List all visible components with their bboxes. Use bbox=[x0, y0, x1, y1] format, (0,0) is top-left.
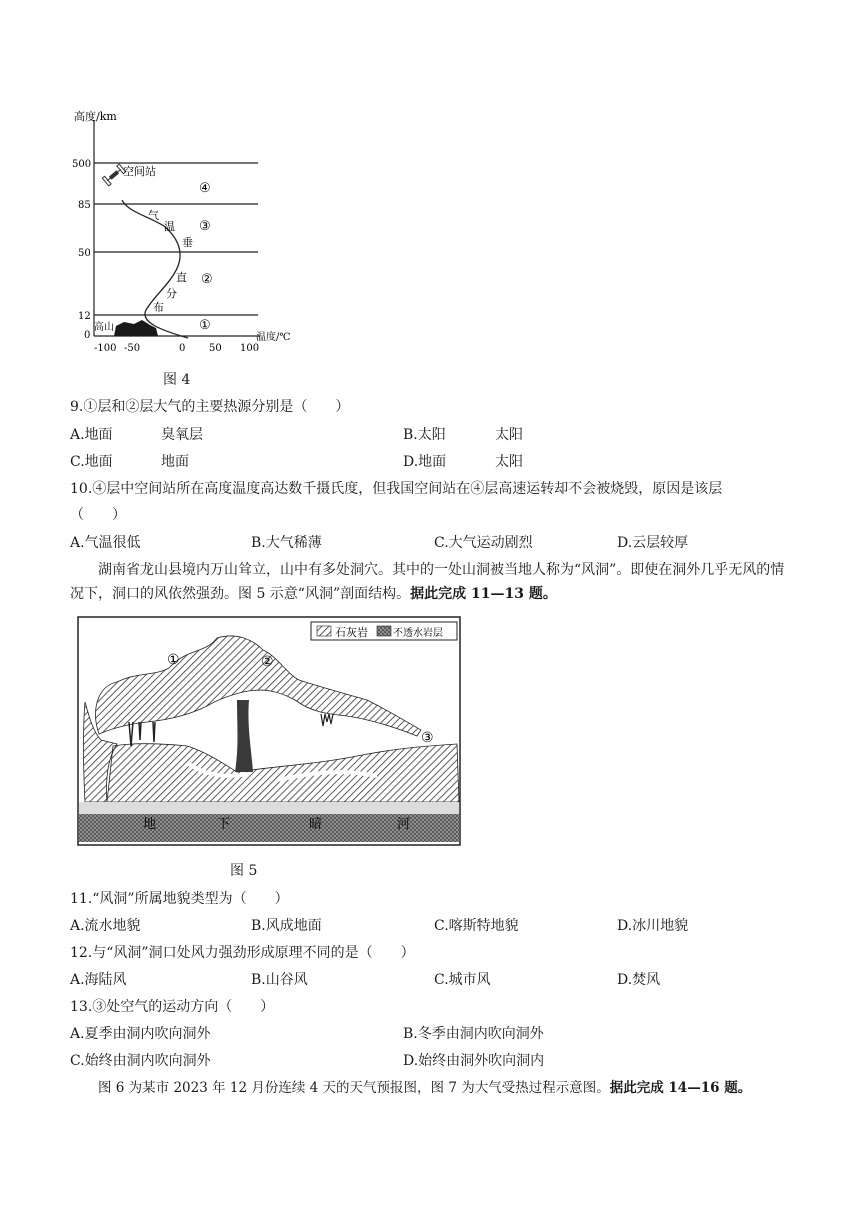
curve-label-char: 垂 bbox=[182, 236, 193, 249]
q12-option-d[interactable]: D.焚风 bbox=[617, 972, 661, 988]
x-tick: 50 bbox=[209, 343, 222, 354]
q11-option-a[interactable]: A.流水地貌 bbox=[70, 918, 141, 934]
legend-swatch-limestone bbox=[317, 626, 331, 636]
curve-label-char: 布 bbox=[153, 301, 164, 314]
option-value: 太阳 bbox=[495, 427, 523, 443]
x-tick: 0 bbox=[179, 343, 186, 354]
intro-paragraph-1 bbox=[70, 558, 790, 606]
intro-1-text: 湖南省龙山县境内万山耸立，山中有多处洞穴。其中的一处山洞被当地人称为“风洞”。即使在洞外几乎无风的情况下，洞口的风依然强劲。图 5 示意“风洞”剖面结构。 bbox=[70, 562, 785, 602]
figure-5-caption: 图 5 bbox=[230, 863, 258, 879]
question-13-stem: 13.③处空气的运动方向（ ） bbox=[70, 999, 275, 1015]
intro-2-text: 图 6 为某市 2023 年 12 月份连续 4 天的天气预报图，图 7 为大气受热过程示意图。 bbox=[98, 1080, 610, 1096]
x-tick: -50 bbox=[124, 343, 141, 354]
layer-1-marker: ① bbox=[199, 318, 211, 333]
curve-label-char: 气 bbox=[148, 209, 159, 222]
layer-3-marker: ③ bbox=[199, 219, 211, 234]
layer-4-marker: ④ bbox=[199, 181, 211, 196]
legend-swatch-impermeable bbox=[377, 626, 391, 636]
q10-option-d[interactable]: D.云层较厚 bbox=[617, 535, 689, 551]
y-tick-85: 85 bbox=[78, 200, 91, 211]
mountain-shape bbox=[114, 320, 158, 336]
question-12-stem: 12.与“风洞”洞口处风力强劲形成原理不同的是（ ） bbox=[70, 945, 415, 961]
layer-2-marker: ② bbox=[201, 272, 213, 287]
q9-option-d[interactable] bbox=[403, 451, 523, 471]
figure-5-cave-profile bbox=[77, 616, 461, 846]
q12-option-b[interactable]: B.山谷风 bbox=[251, 972, 308, 988]
question-10-stem-cont: （ ） bbox=[70, 507, 126, 523]
intro-paragraph-2 bbox=[70, 1076, 790, 1100]
option-value: 太阳 bbox=[495, 454, 523, 470]
q9-option-a[interactable] bbox=[70, 424, 203, 444]
y-tick-0: 0 bbox=[84, 330, 91, 341]
intro-1-bold: 据此完成 11—13 题。 bbox=[410, 586, 557, 602]
option-letter: B.太阳 bbox=[403, 427, 446, 443]
river-label-char: 河 bbox=[397, 817, 411, 832]
q10-option-c[interactable]: C.大气运动剧烈 bbox=[434, 535, 533, 551]
marker-3: ③ bbox=[421, 730, 434, 746]
option-value: 地面 bbox=[161, 454, 189, 470]
option-letter: C.地面 bbox=[70, 454, 113, 470]
q12-option-c[interactable]: C.城市风 bbox=[434, 972, 491, 988]
legend-impermeable-label: 不透水岩层 bbox=[393, 628, 443, 639]
y-tick-500: 500 bbox=[72, 159, 92, 170]
y-tick-50: 50 bbox=[78, 248, 91, 259]
q11-option-d[interactable]: D.冰川地貌 bbox=[617, 918, 689, 934]
x-tick: 100 bbox=[240, 343, 260, 354]
space-station-label: 空间站 bbox=[123, 165, 156, 178]
question-9-stem: 9.①层和②层大气的主要热源分别是（ ） bbox=[70, 399, 350, 415]
q13-option-a[interactable]: A.夏季由洞内吹向洞外 bbox=[70, 1026, 211, 1042]
question-11-stem: 11.“风洞”所属地貌类型为（ ） bbox=[70, 891, 289, 907]
question-10-stem: 10.④层中空间站所在高度温度高达数千摄氏度，但我国空间站在④层高速运转却不会被烧毁，原因是该层 bbox=[70, 481, 723, 497]
option-value: 臭氧层 bbox=[161, 427, 203, 443]
q13-option-b[interactable]: B.冬季由洞内吹向洞外 bbox=[403, 1026, 544, 1042]
q11-option-c[interactable]: C.喀斯特地貌 bbox=[434, 918, 519, 934]
curve-label-char: 分 bbox=[166, 287, 177, 300]
q13-option-d[interactable]: D.始终由洞外吹向洞内 bbox=[403, 1053, 545, 1069]
q10-option-a[interactable]: A.气温很低 bbox=[70, 535, 141, 551]
marker-1: ① bbox=[167, 652, 180, 668]
q9-option-c[interactable] bbox=[70, 451, 189, 471]
intro-2-bold: 据此完成 14—16 题。 bbox=[609, 1080, 752, 1096]
river-label-char: 暗 bbox=[309, 817, 323, 832]
x-tick: -100 bbox=[94, 343, 117, 354]
option-letter: A.地面 bbox=[70, 427, 113, 443]
x-axis-title: 温度/℃ bbox=[256, 332, 291, 343]
underground-river-band bbox=[79, 802, 459, 814]
marker-2: ② bbox=[261, 654, 274, 670]
curve-label-char: 直 bbox=[176, 271, 187, 284]
q11-option-b[interactable]: B.风成地面 bbox=[251, 918, 322, 934]
option-letter: D.地面 bbox=[403, 454, 447, 470]
river-label-char: 地 bbox=[143, 817, 157, 832]
q9-option-b[interactable] bbox=[403, 424, 523, 444]
figure-4-atmosphere-layers bbox=[60, 100, 291, 360]
mountain-label: 高山 bbox=[94, 322, 114, 333]
y-axis-title: 高度/km bbox=[74, 110, 117, 123]
curve-label-char: 温 bbox=[164, 220, 175, 233]
q13-option-c[interactable]: C.始终由洞内吹向洞外 bbox=[70, 1053, 211, 1069]
figure-4-caption: 图 4 bbox=[163, 372, 191, 388]
river-label-char: 下 bbox=[217, 817, 231, 832]
legend-limestone-label: 石灰岩 bbox=[335, 626, 368, 639]
y-tick-12: 12 bbox=[78, 311, 91, 322]
q12-option-a[interactable]: A.海陆风 bbox=[70, 972, 127, 988]
q10-option-b[interactable]: B.大气稀薄 bbox=[251, 535, 322, 551]
